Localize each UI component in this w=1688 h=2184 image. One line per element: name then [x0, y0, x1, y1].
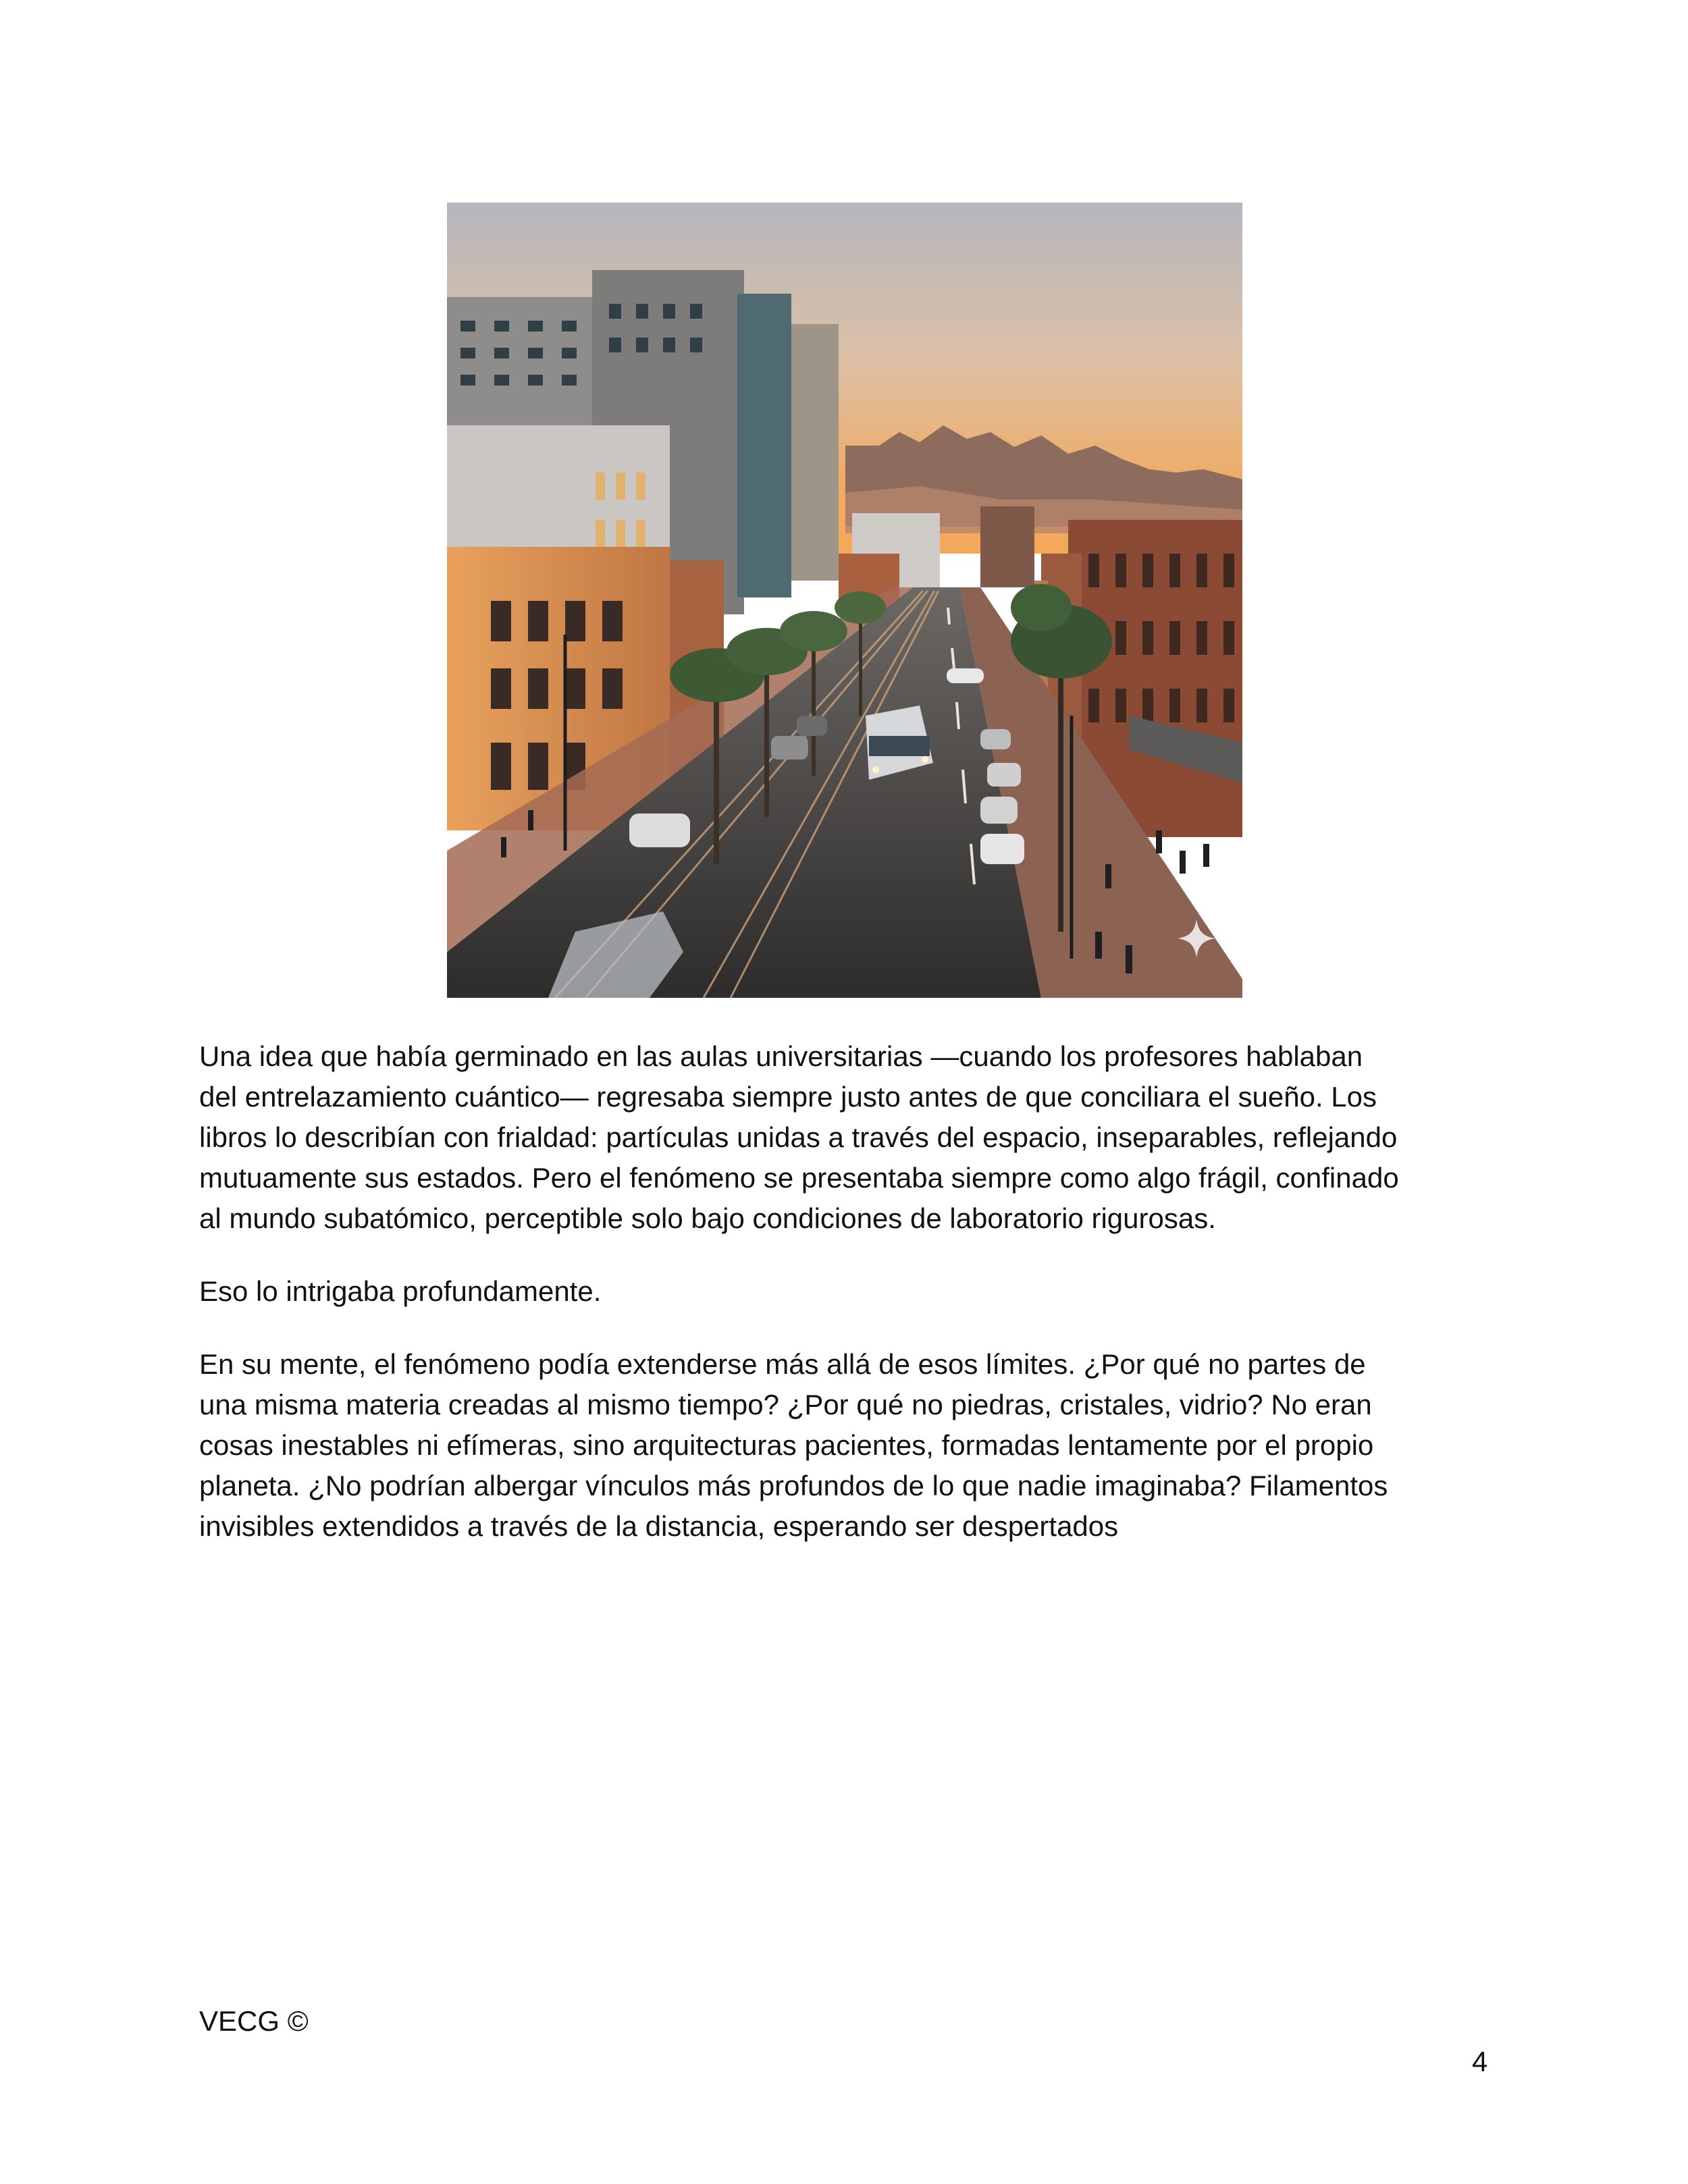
paragraph-1: Una idea que había germinado en las aulas universitarias —cuando los profesores hablaban del entrelazamiento cuántico— regresaba siempre justo antes de que conciliara el sueño. Los libros lo describían con frialdad: partículas unidas a través del espacio, inseparables, reflejando mutuamente sus estados. Pero el fenómeno se presentaba siempre como algo frágil, confinado al mundo subatómico, perceptible solo bajo condiciones de laboratorio rigurosas. [199, 1040, 1399, 1234]
body-text [199, 1036, 1523, 1579]
page-number: 4 [1472, 2046, 1488, 2077]
paragraph-2: Eso lo intrigaba profundamente. [199, 1275, 602, 1307]
street-scene-image [447, 203, 1242, 998]
footer-copyright: VECG © [199, 2005, 309, 2037]
paragraph-3: En su mente, el fenómeno podía extenderse más allá de esos límites. ¿Por qué no partes de una misma materia creadas al mismo tiempo? ¿Por qué no piedras, cristales, vidrio? No eran cosas inestables ni efímeras, sino arquitecturas pacientes, formadas lentamente por el propio planeta. ¿No podrían albergar vínculos más profundos de lo que nadie imaginaba? Filamentos invisibles extendidos a través de la distancia, esperando ser despertados [199, 1348, 1388, 1542]
city-street-illustration [447, 203, 1242, 998]
